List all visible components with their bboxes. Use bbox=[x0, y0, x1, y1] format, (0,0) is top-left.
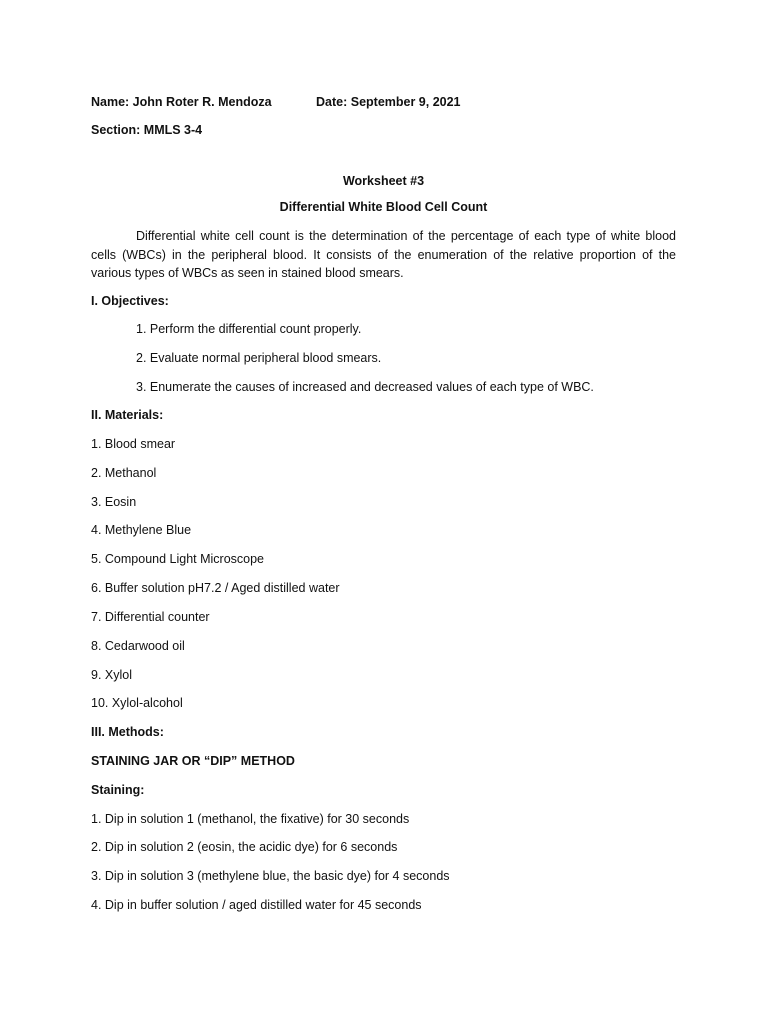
worksheet-number: Worksheet #3 bbox=[342, 174, 425, 188]
material-item: 7. Differential counter bbox=[91, 610, 210, 624]
material-item: 10. Xylol-alcohol bbox=[91, 696, 183, 710]
material-item: 4. Methylene Blue bbox=[91, 523, 192, 537]
objectives-heading: I. Objectives: bbox=[91, 294, 169, 308]
material-item: 6. Buffer solution pH7.2 / Aged distilled water bbox=[91, 581, 340, 595]
material-item: 2. Methanol bbox=[91, 466, 157, 480]
staining-step: 1. Dip in solution 1 (methanol, the fixative) for 30 seconds bbox=[91, 812, 410, 826]
method-subheading: STAINING JAR OR “DIP” METHOD bbox=[91, 754, 295, 768]
material-item: 8. Cedarwood oil bbox=[91, 639, 185, 653]
material-item: 3. Eosin bbox=[91, 495, 137, 509]
worksheet-date: Date: September 9, 2021 bbox=[316, 95, 461, 109]
objective-item: 1. Perform the differential count properly. bbox=[136, 322, 362, 336]
material-item: 1. Blood smear bbox=[91, 437, 176, 451]
material-item: 5. Compound Light Microscope bbox=[91, 552, 265, 566]
section-label: Section: MMLS 3-4 bbox=[91, 123, 203, 137]
staining-step: 4. Dip in buffer solution / aged distilled water for 45 seconds bbox=[91, 898, 422, 912]
material-item: 9. Xylol bbox=[91, 668, 132, 682]
intro-paragraph: Differential white cell count is the determination of the percentage of each type of white blood cells (WBCs) in the peripheral blood. It consists of the enumeration of the relative proportion of the various types of WBCs as seen in stained blood smears. bbox=[91, 229, 676, 280]
staining-step: 2. Dip in solution 2 (eosin, the acidic dye) for 6 seconds bbox=[91, 840, 398, 854]
objective-item: 3. Enumerate the causes of increased and decreased values of each type of WBC. bbox=[136, 380, 594, 394]
objective-item: 2. Evaluate normal peripheral blood smears. bbox=[136, 351, 382, 365]
methods-heading: III. Methods: bbox=[91, 725, 164, 739]
worksheet-title: Differential White Blood Cell Count bbox=[279, 200, 488, 214]
staining-step: 3. Dip in solution 3 (methylene blue, the basic dye) for 4 seconds bbox=[91, 869, 450, 883]
staining-label: Staining: bbox=[91, 783, 145, 797]
materials-heading: II. Materials: bbox=[91, 408, 164, 422]
student-name: Name: John Roter R. Mendoza bbox=[91, 95, 272, 109]
